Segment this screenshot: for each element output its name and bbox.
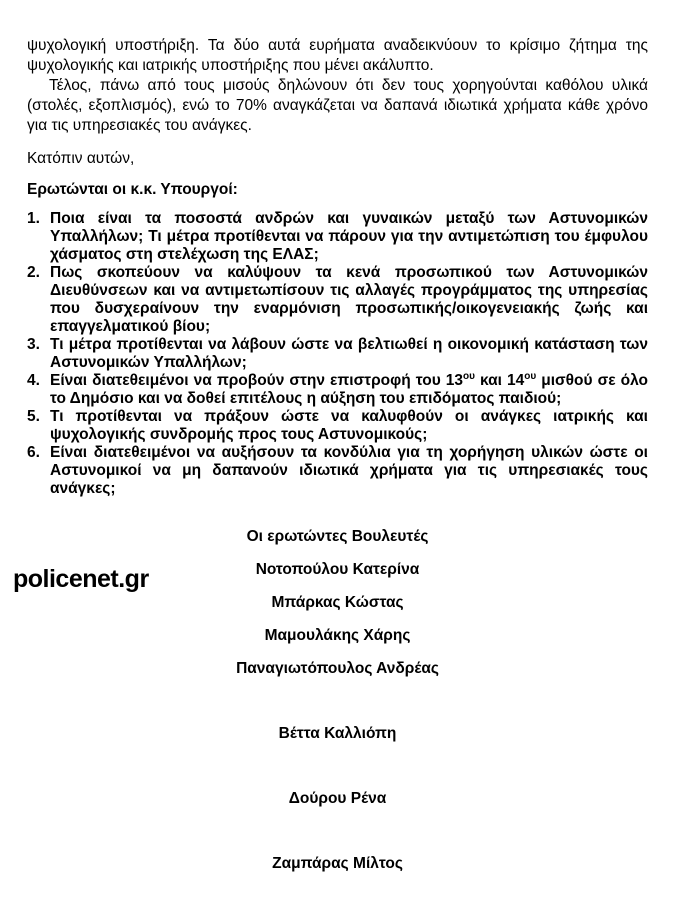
question-text-part: και 14 xyxy=(474,372,525,389)
questions-heading: Ερωτώνται οι κ.κ. Υπουργοί: xyxy=(27,181,238,198)
question-item-1 xyxy=(27,210,648,264)
question-text: Τι προτίθενται να πράξουν ώστε να καλυφθούν οι ανάγκες ιατρικής και ψυχολογικής συνδρομής προς τους Αστυνομικούς; xyxy=(50,408,648,443)
question-number: 2. xyxy=(27,264,40,281)
question-text: Είναι διατεθειμένοι να αυξήσουν τα κονδύλια για τη χορήγηση υλικών ώστε οι Αστυνομικοί να μη δαπανούν ιδιωτικά χρήματα για τις υπηρεσιακές τους ανάγκες; xyxy=(50,444,648,497)
question-text-part: μισθού σε όλο το Δημόσιο και να δοθεί επιτέλους η αύξηση του επιδόματος παιδιού; xyxy=(50,372,648,407)
body-paragraph-2: Τέλος, πάνω από τους μισούς δηλώνουν ότι δεν τους χορηγούνται καθόλου υλικά (στολές, εξοπλισμός), ενώ το 70% αναγκάζεται να δαπανά ιδιωτικά χρήματα κάθε χρόνο για τις υπηρεσιακές του ανάγκες. xyxy=(27,77,648,134)
question-item-5 xyxy=(27,408,648,444)
questions-list xyxy=(27,210,648,498)
question-number: 3. xyxy=(27,336,40,353)
signature-name: Νοτοπούλου Κατερίνα xyxy=(255,561,420,578)
ordinal-superscript: ου xyxy=(524,370,537,382)
signatures-heading: Οι ερωτώντες Βουλευτές xyxy=(246,528,429,545)
question-number: 1. xyxy=(27,210,40,227)
question-item-6 xyxy=(27,444,648,498)
question-item-4 xyxy=(27,372,648,408)
question-number: 4. xyxy=(27,372,40,389)
body-paragraph-3: Κατόπιν αυτών, xyxy=(27,150,135,167)
body-paragraph-1: ψυχολογική υποστήριξη. Τα δύο αυτά ευρήματα αναδεικνύουν το κρίσιμο ζήτημα της ψυχολογικής και ιατρικής υποστήριξης που μένει ακάλυπτο. xyxy=(27,37,648,74)
signature-name: Ζαμπάρας Μίλτος xyxy=(272,855,403,872)
document-content xyxy=(27,36,648,888)
signature-name: Δούρου Ρένα xyxy=(288,790,387,807)
question-text: Τι μέτρα προτίθενται να λάβουν ώστε να βελτιωθεί η οικονομική κατάσταση των Αστυνομικών Υπαλλήλων; xyxy=(50,336,648,371)
signature-name: Παναγιωτόπουλος Ανδρέας xyxy=(236,660,439,677)
question-text: Πως σκοπεύουν να καλύψουν τα κενά προσωπικού των Αστυνομικών Διευθύνσεων και να αντιμετωπίσουν τις αλλαγές προγράμματος της υπηρεσίας που δυσχεραίνουν την εναρμόνιση προσωπικής/οικογενειακής ζωής και επαγγελματικού βίου; xyxy=(50,264,648,335)
question-text xyxy=(50,372,648,408)
signature-name: Βέττα Καλλιόπη xyxy=(278,725,397,742)
question-item-2 xyxy=(27,264,648,336)
question-item-3 xyxy=(27,336,648,372)
question-text: Ποια είναι τα ποσοστά ανδρών και γυναικών μεταξύ των Αστυνομικών Υπαλλήλων; Τι μέτρα προτίθενται να πάρουν για την αντιμετώπιση του έμφυλου χάσματος στη στελέχωση της ΕΛΑΣ; xyxy=(50,210,648,263)
ordinal-superscript: ου xyxy=(463,370,475,382)
question-number: 6. xyxy=(27,444,40,461)
signature-name: Μπάρκας Κώστας xyxy=(271,594,404,611)
question-number: 5. xyxy=(27,408,40,425)
signature-name: Μαμουλάκης Χάρης xyxy=(264,627,411,644)
watermark-logo: policenet.gr xyxy=(13,565,149,593)
question-text-part: Είναι διατεθειμένοι να προβούν στην επιστροφή του 13 xyxy=(50,372,464,389)
